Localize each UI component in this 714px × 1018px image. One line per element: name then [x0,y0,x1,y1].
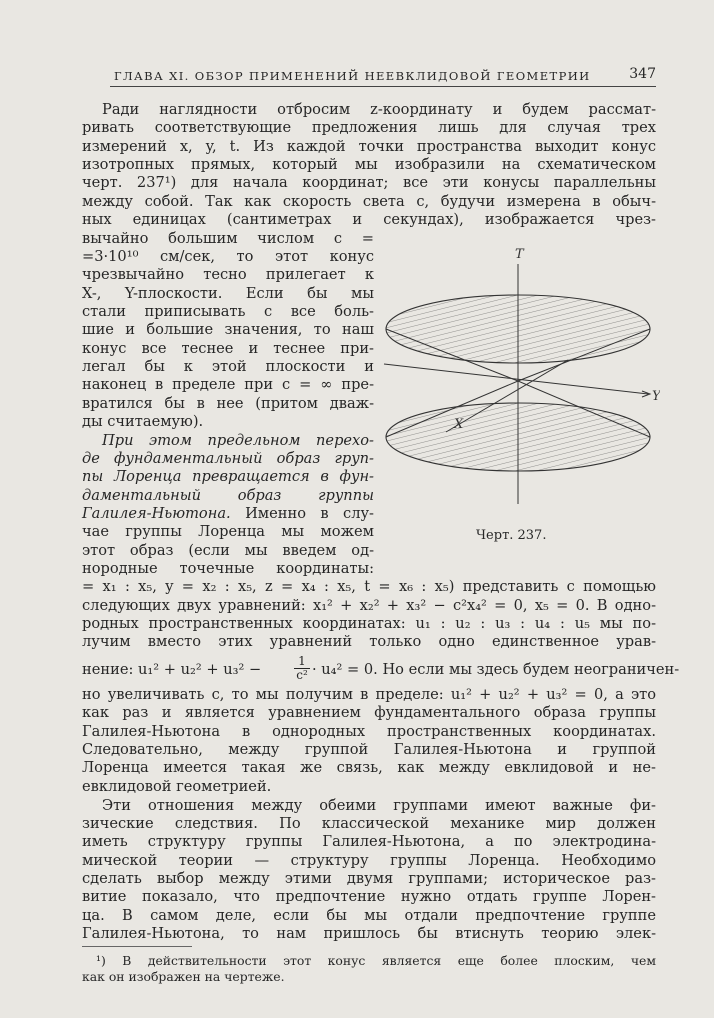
header-rule [110,86,656,87]
footnote-line: ¹) В действительности этот конус является еще более плоским, чем [96,953,656,968]
text-line: ных единицах (сантиметрах и секундах), изображается чрез- [82,211,656,228]
text-line: =3·10¹⁰ см/сек, то этот конус [82,248,374,265]
page-number: 347 [629,66,656,82]
text-line: Следовательно, между группой Галилея-Ньютона и группой [82,741,656,758]
text-line: зические следствия. По классической механике мир должен [82,815,656,832]
text-line: Лоренца имеется такая же связь, как между евклидовой и не- [82,759,656,776]
y-axis [384,364,648,394]
text-line: Ради наглядности отбросим z-координату и будем рассмат- [102,101,656,118]
axis-label-y: Y [652,389,660,404]
text-line: конус все теснее и теснее при- [82,340,374,357]
text-line: При этом предельном перехо- [102,432,374,449]
italic-term: Галилея-Ньютона. [82,505,231,522]
text-line: этот образ (если мы введем од- [82,542,374,559]
text-line: X-, Y-плоскости. Если бы мы [82,285,374,302]
text-line: Эти отношения между обеими группами имеют важные фи- [102,797,656,814]
text-line: стали приписывать c все боль- [82,303,374,320]
text-line: черт. 237¹) для начала координат; все эти конусы параллельны [82,174,656,191]
text-fragment: Именно в слу- [230,505,374,522]
footnote [82,953,656,985]
text-line [82,505,374,523]
footnote-line: как он изображен на чертеже. [82,969,285,984]
equation-text: нение: u₁² + u₂² + u₃² − [82,661,262,678]
running-header [108,66,656,86]
text-line: родных пространственных координатах: u₁ : u₂ : u₃ : u₄ : u₅ мы по- [82,615,656,632]
text-line: чае группы Лоренца мы можем [82,523,374,540]
text-line: = x₁ : x₅, y = x₂ : x₅, z = x₄ : x₅, t = x₆ : x₅) представить с помощью [82,578,656,595]
text-line: лучим вместо этих уравнений только одно единственное урав- [82,633,656,650]
fraction-denominator: c² [296,668,308,682]
text-line: как раз и является уравнением фундаментального образа группы [82,704,656,721]
text-line: иметь структуру группы Галилея-Ньютона, а по электродина- [82,833,656,850]
text-line: чрезвычайно тесно прилегает к [82,266,374,283]
text-line: нородные точечные координаты: [82,560,374,577]
text-line: даментальный образ группы [82,487,374,504]
text-line: между собой. Так как скорость света c, будучи измерена в обыч- [82,193,656,210]
text-line: вратился бы в нее (притом дваж- [82,395,374,412]
text-line: измерений x, y, t. Из каждой точки пространства выходит конус [82,138,656,155]
text-line: ривать соответствующие предложения лишь для случая трех [82,119,656,136]
text-line: изотропных прямых, который мы изобразили на схематическом [82,156,656,173]
axis-label-t: T [515,247,524,262]
text-line: де фундаментальный образ груп- [82,450,374,467]
equation-line [82,654,680,685]
text-line: пы Лоренца превращается в фун- [82,468,374,485]
chapter-title: ГЛАВА XI. ОБЗОР ПРИМЕНЕНИЙ НЕЕВКЛИДОВОЙ ГЕОМЕТРИИ [114,69,591,83]
text-line: витие показало, что предпочтение нужно отдать группе Лорен- [82,888,656,905]
text-line: шие и большие значения, то наш [82,321,374,338]
text-line: Галилея-Ньютона, то нам пришлось бы втиснуть теорию элек- [82,925,656,942]
text-line: наконец в пределе при c = ∞ пре- [82,376,374,393]
text-line: евклидовой геометрией. [82,778,272,795]
cone-figure [378,242,660,547]
footnote-rule [82,946,192,947]
fraction [294,655,310,682]
text-line: сделать выбор между этими двумя группами; историческое раз- [82,870,656,887]
text-line: Галилея-Ньютона в однородных пространственных координатах. [82,723,656,740]
axis-label-x: X [454,417,464,432]
text-line: но увеличивать c, то мы получим в пределе: u₁² + u₂² + u₃² = 0, а это [82,686,656,703]
cone-diagram [378,242,660,547]
text-line: мической теории — структуру группы Лоренца. Необходимо [82,852,656,869]
text-line: легал бы к этой плоскости и [82,358,374,375]
text-line: вычайно большим числом c = [82,230,374,247]
figure-caption: Черт. 237. [476,528,547,543]
text-line: ца. В самом деле, если бы мы отдали предпочтение группе [82,907,656,924]
text-line: следующих двух уравнений: x₁² + x₂² + x₃² − c²x₄² = 0, x₅ = 0. В одно- [82,597,656,614]
equation-text: · u₄² = 0. Но если мы здесь будем неограничен- [312,661,680,678]
text-line: ды считаемую). [82,413,204,430]
fraction-numerator: 1 [294,655,310,669]
